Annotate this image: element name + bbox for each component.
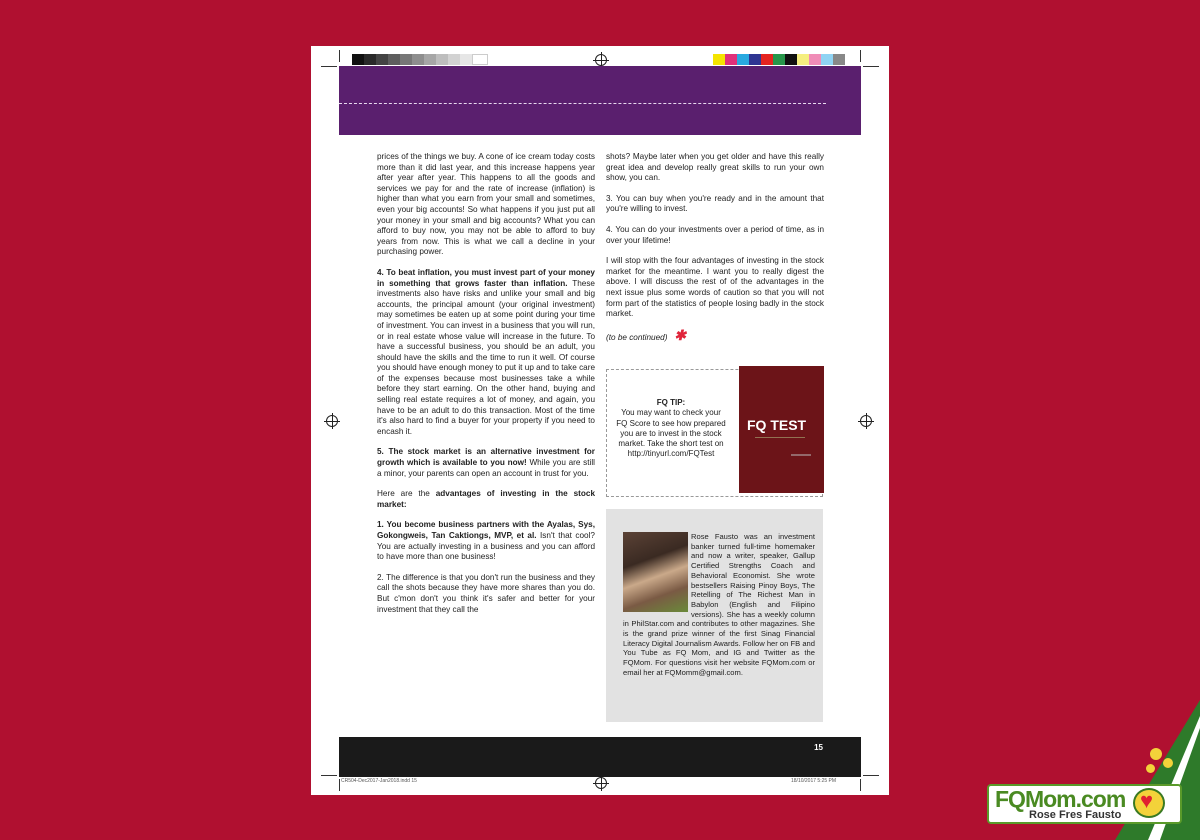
ornament-icon <box>1146 764 1155 773</box>
registration-mark-right <box>860 415 872 427</box>
paragraph: 2. The difference is that you don't run the business and they call the shots because they have more shares than you do. But c'mon don't you think it's safer and better for your investment that they call the <box>377 572 595 614</box>
dotted-rule <box>339 103 826 104</box>
book-title: FQ TEST <box>747 417 807 433</box>
slug-file: CR504-Dec2017-Jan2018.indd 15 <box>341 778 417 784</box>
paragraph: 5. The stock market is an alternative investment for growth which is available to you now! While you are still a minor, your parents can open an account in trust for you. <box>377 447 596 478</box>
asterisk-icon: ✱ <box>674 326 687 343</box>
tip-title: FQ TIP: <box>656 398 686 407</box>
registration-mark-left <box>326 415 338 427</box>
crop-mark <box>860 779 861 791</box>
tip-body: You may want to check your FQ Score to see how prepared you are to invest in the stock market. Take the short test on http://tinyurl.com/FQTest <box>616 408 726 459</box>
paragraph: shots? Maybe later when you get older and have this really great idea and develop really great skills to run your own show, you can. <box>606 152 824 183</box>
logo-tagline: Rose Fres Fausto <box>1029 809 1122 821</box>
bio-text-wrap <box>623 532 815 678</box>
bold-lead: 5. The stock market is an alternative investment for growth which is available to you now! <box>377 447 595 468</box>
registration-mark-bottom <box>595 777 607 789</box>
crop-mark <box>321 775 337 776</box>
footer-band <box>339 737 861 777</box>
cover-rule <box>791 454 811 456</box>
page-number: 15 <box>814 743 823 752</box>
crop-mark <box>339 779 340 791</box>
cover-rule <box>755 437 805 438</box>
paragraph: 4. You can do your investments over a period of time, as in over your lifetime! <box>606 224 824 245</box>
registration-mark-top <box>595 54 607 66</box>
paragraph: Here are the advantages of investing in the stock market: <box>377 489 595 509</box>
bold-lead: 1. You become business partners with the Ayalas, Sys, Gokongweis, Tan Caktiongs, MVP, et al. <box>377 520 595 540</box>
fq-tip-box <box>606 369 823 497</box>
left-column <box>377 152 595 625</box>
paragraph: I will stop with the four advantages of investing in the stock market for the meantime. I want you to really digest the above. I will discuss the rest of of the advantages in the next issue plus some words of caution so that you will not form part of the statistics of people losing badly in the stock market. <box>606 256 824 319</box>
header-band <box>339 66 861 135</box>
fq-test-book-cover <box>739 366 824 493</box>
crop-mark <box>339 50 340 62</box>
photo-spacer <box>623 532 691 614</box>
crop-mark <box>321 66 337 67</box>
paragraph: 4. To beat inflation, you must invest part of your money in something that grows faster than inflation. These investments also have risks and unlike your small and big accounts, the principal amount (your original investment) may sometimes be eaten up at some point during your time of investment. You can invest in a business that you will run, or in real estate whose value will increase in the future. To have a successful business, you should be an adult, you should have the skills and the time to run it well. Of course you should have enough money to put it up and to take care of the expenses because most businesses take a while before they start earning. On the other hand, buying and selling real estate requires a lot of money, and again, you have to be an adult to do this transaction. Most of the time it's also hard to find a buyer for your property if you need to encash it. <box>377 267 595 436</box>
bold-lead: 4. To beat inflation, you must invest part of your money in something that grows faster than inflation. <box>377 267 595 288</box>
logo-name: FQMom.com <box>995 786 1126 812</box>
heart-icon <box>1133 788 1165 818</box>
bio-text: Rose Fausto was an investment banker turned full-time homemaker and now a writer, speaker, Gallup Certified Strengths Coach and Behavioral Economist. She wrote bestsellers Raising Pinoy Boys, The Retelling of The Richest Man in Babylon (English and Filipino versions). She has a weekly column in PhilStar.com and contributes to other magazines. She is the grand prize winner of the first Sinag Financial Literacy Digital Journalism Awards. Follow her on FB and You Tube as FQ Mom, and IG and Twitter as the FQMom. For questions visit her website FQMom.com or email her at FQMomm@gmail.com. <box>623 532 815 677</box>
paragraph: prices of the things we buy. A cone of ice cream today costs more than it did last year, and this increase happens year after year after year. This happens to all the goods and services we pay for and the rate of increase (inflation) is higher than what you earn from your small and sometimes, even your big accounts! So what happens if you just put all your money in your small and big accounts? What you can afford to buy now, you may not be able to afford to buy years from now. This is what we call a decline in your purchasing power. <box>377 152 595 257</box>
magazine-page <box>311 46 889 795</box>
paragraph: 3. You can buy when you're ready and in the amount that you're willing to invest. <box>606 193 824 214</box>
crop-mark <box>863 66 879 67</box>
crop-mark <box>863 775 879 776</box>
author-bio-box <box>606 509 823 722</box>
ornament-icon <box>1150 748 1162 760</box>
paragraph: 1. You become business partners with the Ayalas, Sys, Gokongweis, Tan Caktiongs, MVP, et al. Isn't that cool? You are actually investing in a business and you can afford to have more than one business! <box>377 520 595 562</box>
slug-date: 18/10/2017 5:25 PM <box>791 778 837 784</box>
tip-text <box>615 398 727 460</box>
continued-line: (to be continued) ✱ <box>606 326 687 343</box>
crop-mark <box>860 50 861 62</box>
right-column <box>606 152 824 353</box>
bold-lead: advantages of investing in the stock market: <box>377 489 595 509</box>
ornament-icon <box>1163 758 1173 768</box>
fqmom-logo <box>987 784 1182 824</box>
